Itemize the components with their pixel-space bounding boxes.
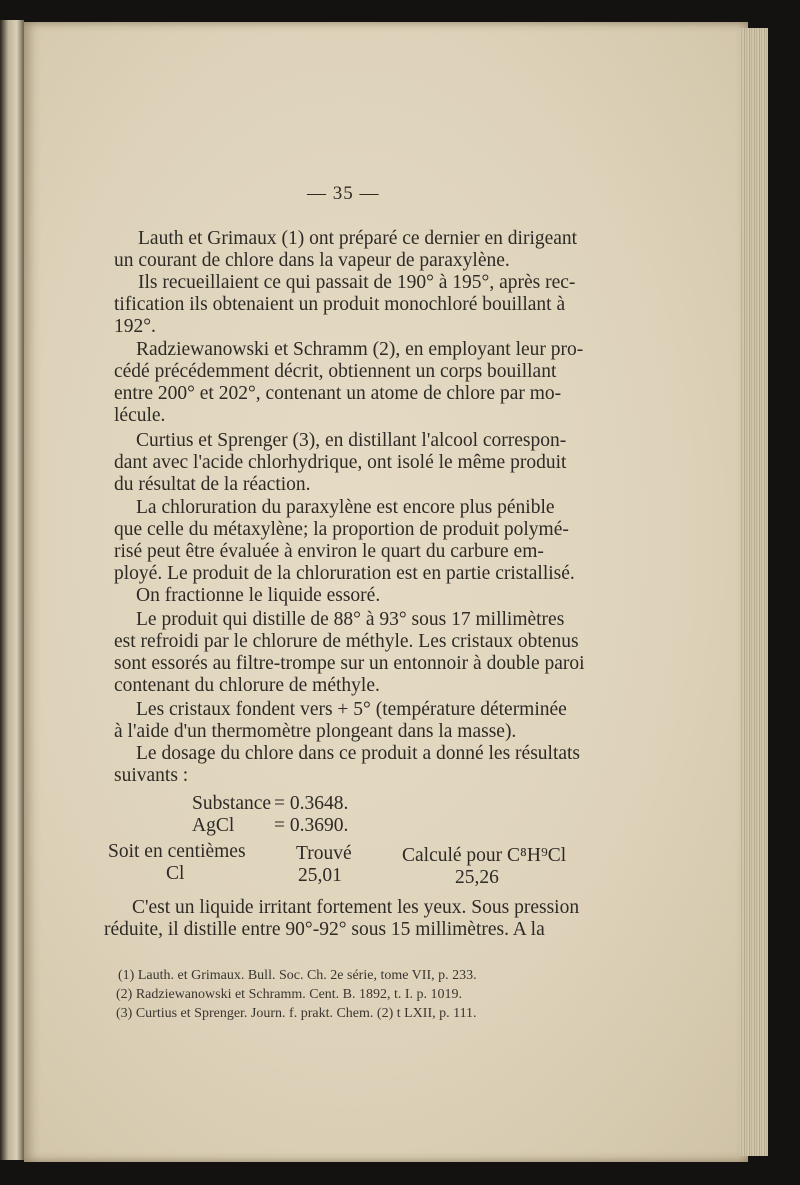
body-line: contenant du chlorure de méthyle. [114, 675, 380, 696]
body-line: Curtius et Sprenger (3), en distillant l'alcool correspon- [136, 430, 567, 451]
body-line: C'est un liquide irritant fortement les yeux. Sous pression [132, 897, 580, 918]
body-line: du résultat de la réaction. [114, 474, 311, 495]
agcl-value: = 0.3690. [274, 815, 349, 836]
body-line: Lauth et Grimaux (1) ont préparé ce dernier en dirigeant [138, 228, 578, 249]
substance-label: Substance [192, 793, 272, 814]
results-found-value: 25,01 [298, 865, 342, 886]
body-line: lécule. [114, 405, 166, 426]
page-stack-edges [740, 28, 768, 1156]
results-col-header-1: Soit en centièmes [108, 841, 246, 862]
results-row-label: Cl [166, 863, 185, 884]
page-number-header: — 35 — [307, 183, 380, 204]
body-line: dant avec l'acide chlorhydrique, ont isolé le même produit [114, 452, 567, 473]
body-line: 192°. [114, 316, 156, 337]
body-line: risé peut être évaluée à environ le quart du carbure em- [114, 541, 544, 562]
body-line: sont essorés au filtre-trompe sur un entonnoir à double paroi [114, 653, 585, 674]
footnote: (3) Curtius et Sprenger. Journ. f. prakt. Chem. (2) t LXII, p. 111. [116, 1006, 477, 1021]
body-line: Ils recueillaient ce qui passait de 190° à 195°, après rec- [138, 272, 576, 293]
results-col-header-2: Trouvé [296, 843, 352, 864]
body-line: tification ils obtenaient un produit monochloré bouillant à [114, 294, 566, 315]
results-calculated-value: 25,26 [455, 867, 499, 888]
footnote: (2) Radziewanowski et Schramm. Cent. B. 1892, t. I. p. 1019. [116, 987, 463, 1002]
body-line: Le produit qui distille de 88° à 93° sous 17 millimètres [136, 609, 565, 630]
substance-value: = 0.3648. [274, 793, 349, 814]
previous-page-edge [0, 20, 24, 1160]
body-line: que celle du métaxylène; la proportion de produit polymé- [114, 519, 569, 540]
body-line: On fractionne le liquide essoré. [136, 585, 381, 606]
body-line: ployé. Le produit de la chloruration est en partie cristallisé. [114, 563, 575, 584]
body-line: suivants : [114, 765, 189, 786]
body-line: réduite, il distille entre 90°-92° sous 15 millimètres. A la [104, 919, 545, 940]
body-line: un courant de chlore dans la vapeur de paraxylène. [114, 250, 510, 271]
agcl-label: AgCl [192, 815, 235, 836]
body-line: Radziewanowski et Schramm (2), en employant leur pro- [136, 339, 584, 360]
body-line: cédé précédemment décrit, obtiennent un corps bouillant [114, 361, 557, 382]
results-col-header-3: Calculé pour C⁸H⁹Cl [402, 845, 567, 866]
body-line: est refroidi par le chlorure de méthyle. Les cristaux obtenus [114, 631, 579, 652]
footnote: (1) Lauth. et Grimaux. Bull. Soc. Ch. 2e série, tome VII, p. 233. [118, 968, 477, 983]
body-line: Les cristaux fondent vers + 5° (température déterminée [136, 699, 567, 720]
body-line: Le dosage du chlore dans ce produit a donné les résultats [136, 743, 581, 764]
body-line: à l'aide d'un thermomètre plongeant dans la masse). [114, 721, 517, 742]
body-line: La chloruration du paraxylène est encore plus pénible [136, 497, 555, 518]
body-line: entre 200° et 202°, contenant un atome de chlore par mo- [114, 383, 562, 404]
